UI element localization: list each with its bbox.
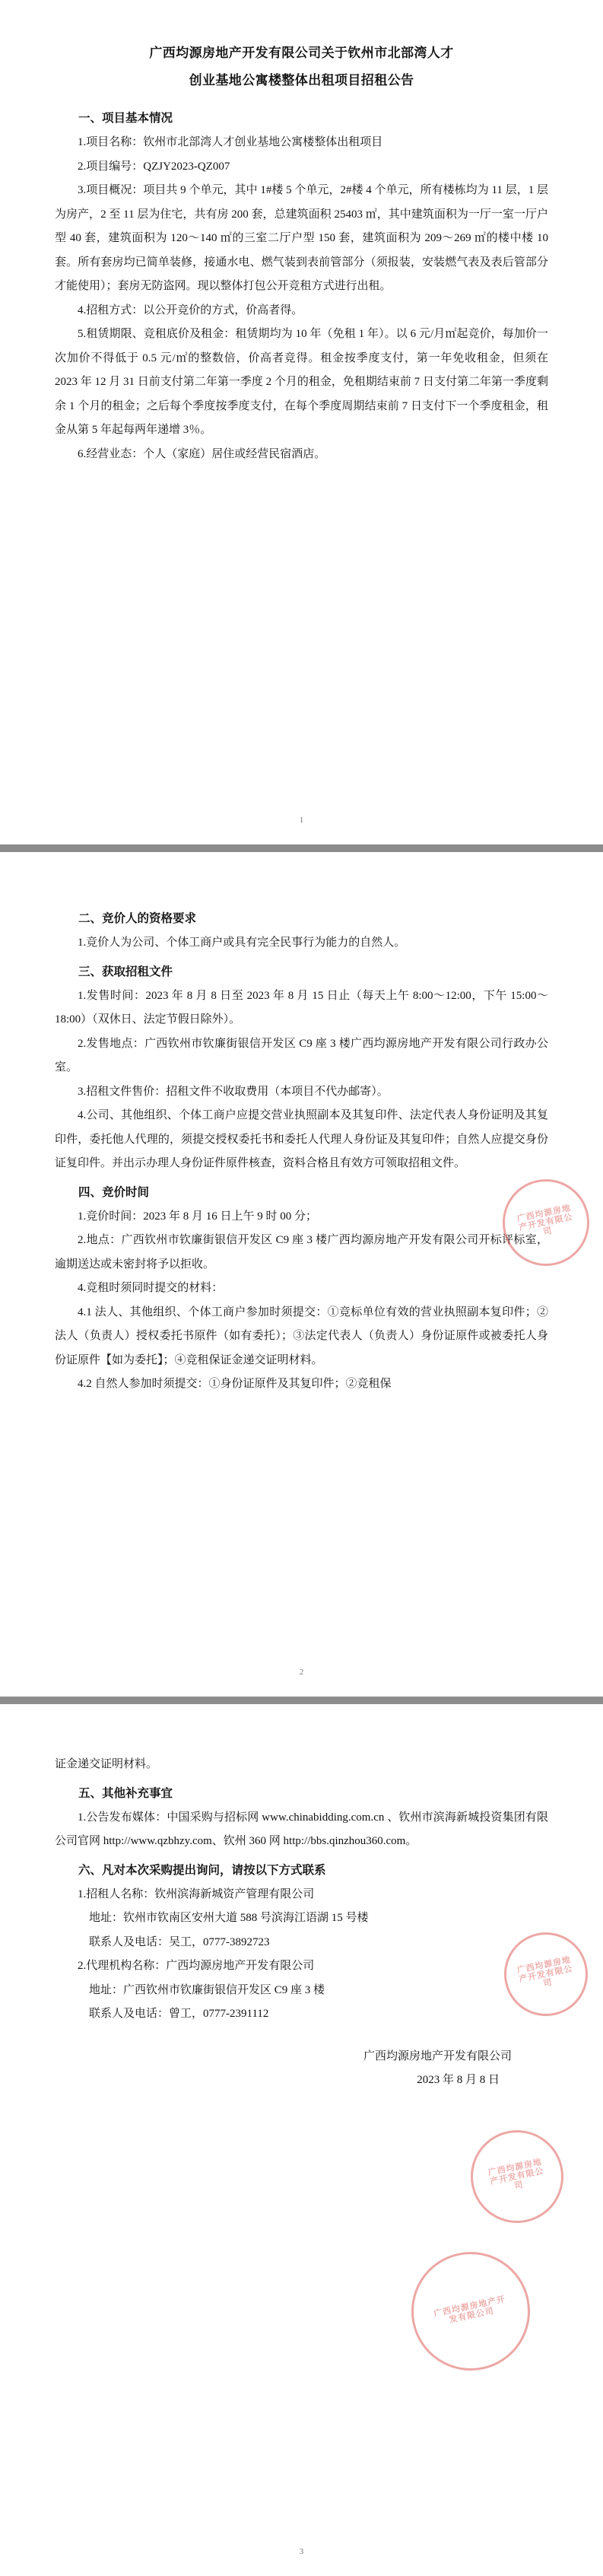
document-title-line-1: 广西均源房地产开发有限公司关于钦州市北部湾人才 [149, 46, 454, 60]
page1-item-5: 5.租赁期限、竞租底价及租金：租赁期均为 10 年（免租 1 年）。以 6 元/月㎡起竞价，每加价一次加价不得低于 0.5 元/㎡的整数倍，价高者竞得。租金按季度支付，第一年免收租金，但须在 2023 年 12 月 31 日前支付第二年第一季度 2 个月的租金，免租期结束前 7 日支付第二年第一季度剩余 1 个月的租金；之后每个季度按季度支付，在每个季度周期结束前 7 日支付下一个季度租金，租金从第 5 年起每两年递增 3％。 [55, 328, 548, 436]
document-page-3 [0, 1704, 603, 2576]
contact-2-address: 地址：广西钦州市钦廉街银信开发区 C9 座 3 楼 [89, 1983, 325, 1996]
page1-item-6: 6.经营业态：个人（家庭）居住或经营民宿酒店。 [78, 447, 326, 460]
contact-2-name: 2.代理机构名称：广西均源房地产开发有限公司 [78, 1960, 315, 1972]
section-heading-1: 一、项目基本情况 [78, 112, 173, 125]
company-seal-text: 广西均源房地产开发有限公司 [516, 1203, 574, 1237]
page-number-3: 3 [299, 2547, 304, 2556]
page2-section2-item-1: 1.竞价人为公司、个体工商户或具有完全民事行为能力的自然人。 [78, 937, 406, 949]
page2-section3-item-3: 3.招租文件售价：招租文件不收取费用（本项目不代办邮寄）。 [78, 1085, 389, 1098]
section-heading-5: 五、其他补充事宜 [78, 1786, 173, 1800]
contact-1-address: 地址：钦州市钦南区安州大道 588 号滨海江语湖 15 号楼 [89, 1912, 369, 1924]
section-heading-4: 四、竞价时间 [78, 1185, 150, 1199]
document-title [59, 40, 544, 94]
page1-item-4: 4.招租方式：以公开竞价的方式，价高者得。 [78, 304, 303, 316]
section-heading-3: 三、获取招租文件 [78, 965, 173, 978]
page1-item-3: 3.项目概况：项目共 9 个单元，其中 1#楼 5 个单元，2#楼 4 个单元，所有楼栋均为 11 层，1 层为房产，2 至 11 层为住宅，共有房 200 套，总建筑面积 25403 ㎡，其中建筑面积为一厅一室一厅户型 40 套，建筑面积为 120～140 ㎡的三室二厅户型 150 套，建筑面积为 209～269 ㎡的楼中楼 10 套。所有套房均已简单装修，接通水电、燃气装到表前管部分（须报装，安装燃气表及表后管部分才能使用）；套房无防盗网。现以整体打包公开竞租方式进行出租。 [55, 184, 548, 292]
company-seal-stamp-signature [400, 2240, 541, 2381]
contact-1-name: 1.招租人名称：钦州滨海新城资产管理有限公司 [78, 1887, 315, 1900]
document-page-2 [0, 852, 603, 1697]
document-title-line-2: 创业基地公寓楼整体出租项目招租公告 [189, 73, 414, 87]
page2-section3-item-2: 2.发售地点：广西钦州市钦廉街银信开发区 C9 座 3 楼广西均源房地产开发有限公司行政办公室。 [55, 1037, 548, 1073]
page2-section3-item-4: 4.公司、其他组织、个体工商户应提交营业执照副本及其复印件、法定代表人身份证明及其复印件，委托他人代理的，须提交授权委托书和委托人代理人身份证及其复印件；自然人应提交身份证复印件。并出示办理人身份证件原件核查，资料合格且有效方可领取招租文件。 [55, 1109, 548, 1169]
company-seal-stamp-middle [462, 2122, 573, 2232]
page-gap-2 [0, 1697, 603, 1704]
page3-section5-item-1: 1.公告发布媒体：中国采购与招标网 www.chinabidding.com.cn 、钦州市滨海新城投资集团有限公司官网 http://www.qzbhzy.com、钦州 360 网 http://bbs.qinzhou360.com。 [55, 1811, 548, 1847]
contact-1-phone: 联系人及电话：吴工，0777-3892723 [89, 1935, 270, 1948]
page2-section4-sub-1: 4.1 法人、其他组织、个体工商户参加时须提交：①竞标单位有效的营业执照副本复印件；②法人（负责人）授权委托书原件（如有委托）；③法定代表人（负责人）身份证原件或被委托人身份证原件【如为委托】；④竞租保证金递交证明材料。 [55, 1305, 548, 1366]
page1-item-1: 1.项目名称：钦州市北部湾人才创业基地公寓楼整体出租项目 [78, 136, 383, 148]
page2-section4-item-1: 1.竞价时间：2023 年 8 月 16 日上午 9 时 00 分； [78, 1210, 318, 1223]
company-seal-text-middle: 广西均源房地产开发有限公司 [487, 2157, 545, 2191]
section-heading-2: 二、竞价人的资格要求 [78, 912, 197, 925]
signature-date: 2023 年 8 月 8 日 [417, 2074, 500, 2086]
page1-item-2: 2.项目编号：QZJY2023-QZ007 [78, 160, 230, 173]
company-seal-text-signature: 广西均源房地产开发有限公司 [433, 2295, 506, 2325]
page2-section4-item-3: 4.竞租时须同时提交的材料： [78, 1282, 224, 1294]
section-heading-6: 六、凡对本次采购提出询问，请按以下方式联系 [78, 1863, 326, 1877]
page-number-1: 1 [299, 816, 304, 825]
document-page-1 [0, 0, 603, 844]
page2-section4-item-2: 2.地点：广西钦州市钦廉街银信开发区 C9 座 3 楼广西均源房地产开发有限公司开标评标室，逾期送达或未密封将予以拒收。 [55, 1234, 548, 1271]
company-seal-text-top: 广西均源房地产开发有限公司 [516, 1954, 574, 1989]
contact-2-phone: 联系人及电话：曾工，0777-2391112 [89, 2008, 269, 2020]
page2-section3-item-1: 1.发售时间：2023 年 8 月 8 日至 2023 年 8 月 15 日止（每天上午 8:00～12:00，下午 15:00～18:00）（双休日、法定节假日除外）。 [55, 989, 548, 1026]
page2-section4-sub-2: 4.2 自然人参加时须提交：①身份证原件及其复印件；②竞租保 [78, 1378, 392, 1390]
page-gap-1 [0, 844, 603, 852]
page-number-2: 2 [299, 1668, 304, 1677]
signature-company: 广西均源房地产开发有限公司 [363, 2050, 512, 2062]
page3-carryover-text: 证金递交证明材料。 [55, 1758, 158, 1770]
